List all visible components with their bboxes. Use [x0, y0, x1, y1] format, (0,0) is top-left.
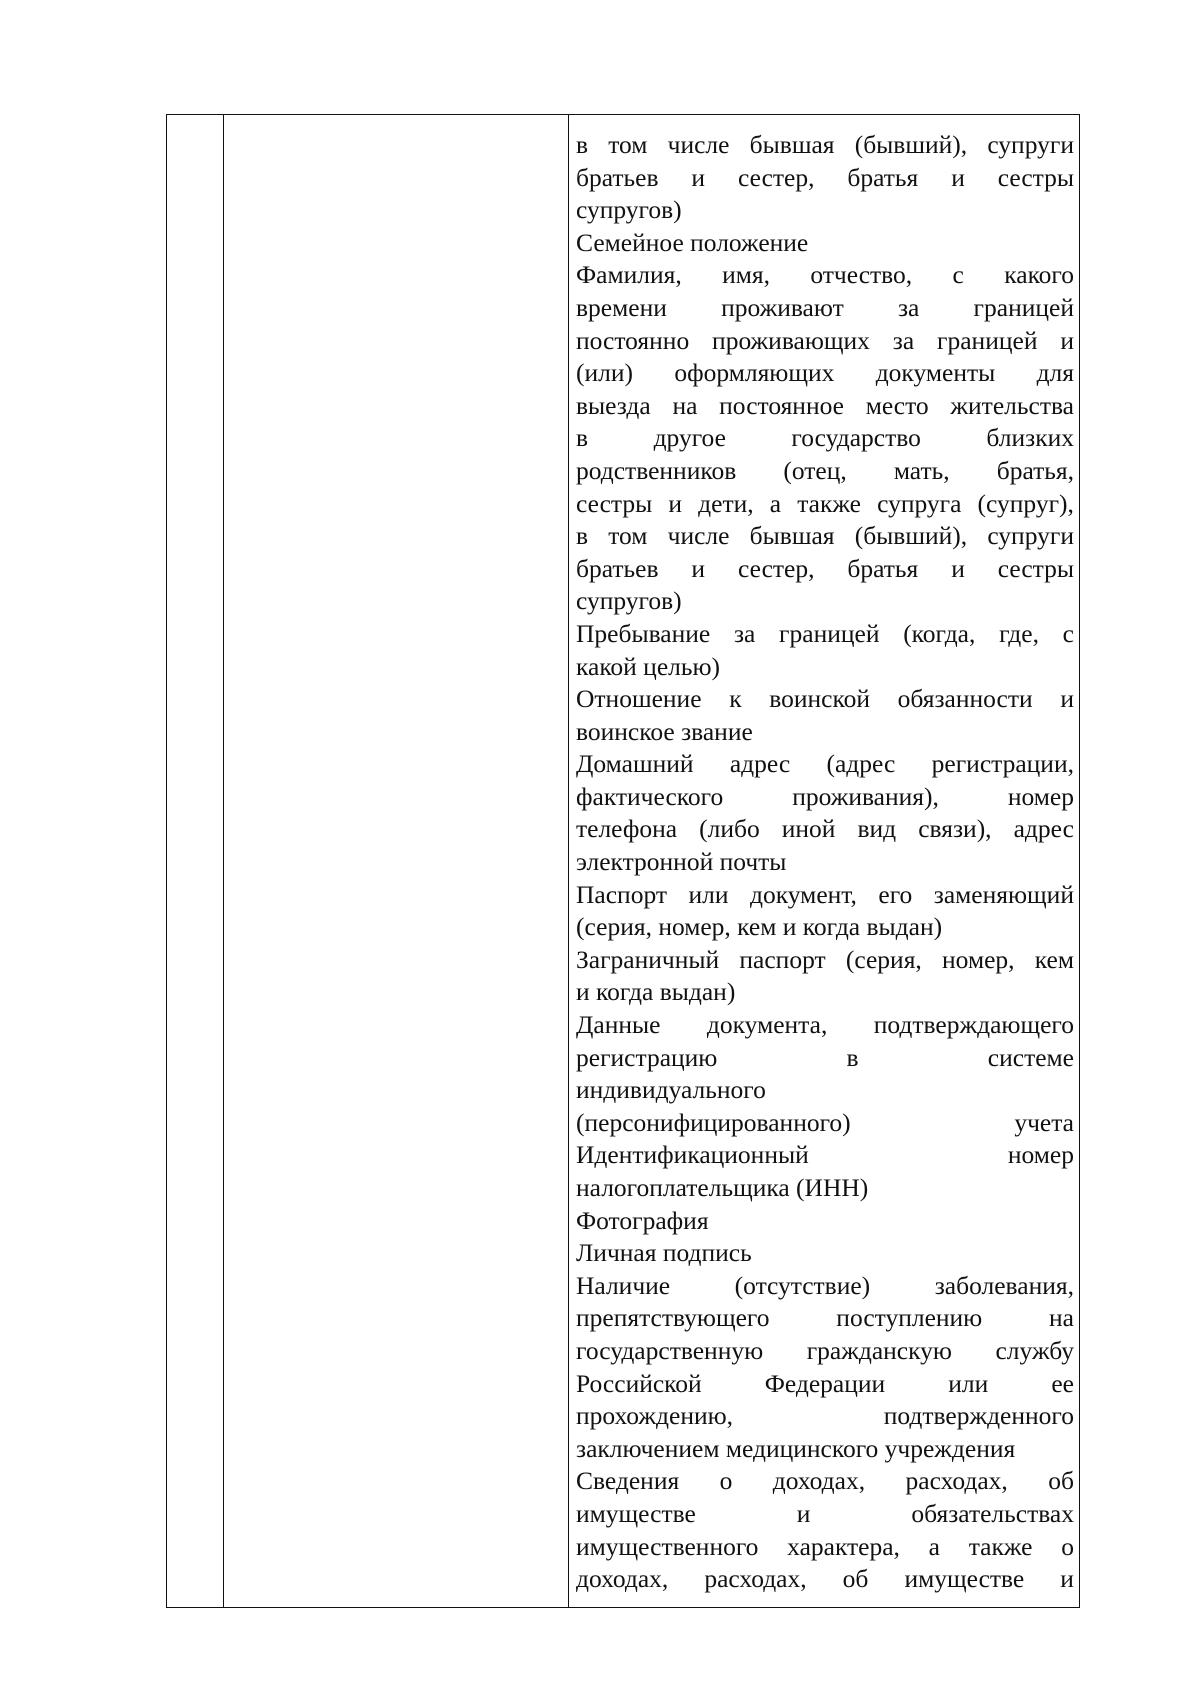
- text-line: [576, 585, 1074, 618]
- word: супруги: [987, 130, 1074, 159]
- word: обязательствах: [911, 1498, 1074, 1528]
- word: супруги: [987, 521, 1074, 551]
- text-line: [576, 357, 1074, 390]
- word: том: [608, 521, 648, 551]
- word: Данные: [576, 1010, 661, 1040]
- word: (или): [576, 358, 634, 388]
- word: братьев: [576, 162, 659, 192]
- text-line: [576, 781, 1074, 814]
- column-divider-2: [568, 115, 569, 1607]
- text-line: [576, 553, 1074, 586]
- word: Пребывание: [576, 618, 711, 648]
- line-text: супругов): [576, 195, 682, 225]
- word: (серия,: [845, 944, 922, 974]
- word: кем: [1034, 944, 1074, 974]
- word: Заграничный: [576, 944, 720, 974]
- text-line: [576, 944, 1074, 977]
- word: с: [952, 260, 964, 290]
- text-line: [576, 1074, 1074, 1107]
- text-line: [576, 1465, 1074, 1498]
- word: братья: [847, 162, 919, 192]
- item-passport: [576, 879, 1074, 944]
- text-line: [576, 651, 1074, 684]
- word: Наличие: [576, 1270, 671, 1300]
- word: доходах,: [772, 1466, 866, 1496]
- word: (адрес: [826, 749, 896, 779]
- text-line: [576, 129, 1074, 162]
- word: жительства: [950, 390, 1074, 420]
- word: проживания),: [792, 781, 939, 811]
- item-marital-status: [576, 227, 1074, 260]
- text-line: [576, 1107, 1074, 1140]
- word: Паспорт: [576, 879, 668, 909]
- line-text: воинское звание: [576, 716, 753, 746]
- text-line: [576, 1270, 1074, 1303]
- line-text: (серия, номер, кем и когда выдан): [576, 912, 943, 942]
- line-text: Личная подпись: [576, 1238, 752, 1268]
- word: Идентификационный: [576, 1140, 809, 1170]
- word: обязанности: [897, 684, 1033, 714]
- item-photo: [576, 1205, 1074, 1238]
- text-line: [576, 618, 1074, 651]
- word: гражданскую: [806, 1335, 952, 1365]
- word: Домашний: [576, 749, 694, 779]
- word: Отношение: [576, 684, 702, 714]
- word: об: [842, 1564, 869, 1594]
- word: какого: [1004, 260, 1074, 290]
- word: близких: [986, 423, 1074, 453]
- word: (супруг),: [977, 488, 1074, 518]
- word: расходах,: [905, 1466, 1008, 1496]
- word: где,: [999, 618, 1039, 648]
- word: документа,: [706, 1010, 828, 1040]
- word: постоянно: [576, 325, 690, 355]
- word: в: [576, 423, 589, 453]
- word: супруга: [877, 488, 962, 518]
- word: прохождению,: [576, 1401, 734, 1431]
- word: регистрацию: [576, 1042, 718, 1072]
- word: сестер,: [737, 553, 815, 583]
- word: за: [733, 618, 756, 648]
- word: братьев: [576, 553, 659, 583]
- text-line: [576, 520, 1074, 553]
- text-line: [576, 813, 1074, 846]
- word: адрес: [729, 749, 791, 779]
- word: ее: [1051, 1368, 1074, 1398]
- category-cell: [225, 115, 567, 1607]
- line-text: электронной почты: [576, 847, 787, 877]
- item-stay-abroad: [576, 618, 1074, 683]
- word: и: [1060, 325, 1074, 355]
- word: (либо: [699, 814, 760, 844]
- word: братья: [847, 553, 919, 583]
- word: его: [878, 879, 913, 909]
- word: границей: [973, 292, 1074, 322]
- text-line: [576, 1205, 1074, 1238]
- word: сестры: [576, 488, 653, 518]
- word: для: [1036, 358, 1074, 388]
- line-text: заключением медицинского учреждения: [576, 1433, 1016, 1463]
- word: а: [928, 1531, 940, 1561]
- text-line: [576, 455, 1074, 488]
- item-foreign-passport: [576, 944, 1074, 1009]
- word: заменяющий: [933, 879, 1074, 909]
- word: с: [1062, 618, 1074, 648]
- item-medical-condition: [576, 1270, 1074, 1466]
- word: или: [948, 1368, 989, 1398]
- word: номер: [1007, 1140, 1074, 1170]
- word: и: [1060, 684, 1074, 714]
- word: другое: [653, 423, 726, 453]
- text-line: [576, 683, 1074, 716]
- personal-data-items-cell: [576, 129, 1074, 1596]
- word: выезда: [576, 390, 651, 420]
- word: службу: [995, 1335, 1074, 1365]
- word: и: [691, 553, 706, 583]
- word: на: [672, 390, 698, 420]
- word: Фамилия,: [576, 260, 682, 290]
- text-line: [576, 1368, 1074, 1401]
- word: в: [846, 1042, 859, 1072]
- text-line: [576, 1172, 1074, 1205]
- word: государство: [791, 423, 921, 453]
- word: документы: [875, 358, 996, 388]
- word: Сведения: [576, 1466, 680, 1496]
- word: документ,: [750, 879, 857, 909]
- word: границей: [779, 618, 880, 648]
- text-line: [576, 390, 1074, 423]
- word: оформляющих: [674, 358, 835, 388]
- word: а: [769, 488, 782, 518]
- word: фактического: [576, 781, 724, 811]
- word: дети,: [698, 488, 754, 518]
- word: в: [576, 130, 589, 159]
- word: Федерации: [764, 1368, 886, 1398]
- word: препятствующего: [576, 1303, 770, 1333]
- text-line: [576, 1302, 1074, 1335]
- text-line: [576, 911, 1074, 944]
- word: сестер,: [737, 162, 815, 192]
- item-home-address: [576, 748, 1074, 878]
- word: иной: [781, 814, 836, 844]
- word: в: [576, 521, 589, 551]
- text-line: [576, 846, 1074, 879]
- word: номер,: [942, 944, 1015, 974]
- word: сестры: [997, 553, 1074, 583]
- text-line: [576, 162, 1074, 195]
- word: имя,: [722, 260, 770, 290]
- word: и: [951, 553, 965, 583]
- text-line: [576, 1400, 1074, 1433]
- word: государственную: [576, 1335, 764, 1365]
- item-inn: [576, 1139, 1074, 1204]
- text-line: [576, 748, 1074, 781]
- text-line: [576, 292, 1074, 325]
- line-text: Фотография: [576, 1205, 709, 1235]
- text-line: [576, 325, 1074, 358]
- word: учета: [1014, 1107, 1074, 1137]
- item-income-property: [576, 1465, 1074, 1595]
- text-line: [576, 1433, 1074, 1466]
- item-signature: [576, 1237, 1074, 1270]
- text-line: [576, 422, 1074, 455]
- word: также: [797, 488, 861, 518]
- text-line: [576, 1139, 1074, 1172]
- word: также: [968, 1531, 1033, 1561]
- word: подтверждающего: [873, 1010, 1074, 1040]
- word: заболевания,: [934, 1270, 1074, 1300]
- text-line: [576, 976, 1074, 1009]
- word: адрес: [1013, 814, 1074, 844]
- line-text: какой целью): [576, 651, 721, 681]
- word: связи),: [918, 814, 992, 844]
- text-line: [576, 488, 1074, 521]
- word: характера,: [787, 1531, 900, 1561]
- word: границей: [937, 325, 1038, 355]
- column-divider-1: [223, 115, 224, 1607]
- text-line: [576, 1531, 1074, 1564]
- line-text: Семейное положение: [576, 227, 809, 257]
- word: отчество,: [810, 260, 913, 290]
- word: (отец,: [783, 455, 847, 485]
- word: об: [1048, 1466, 1074, 1496]
- word: доходах,: [576, 1564, 669, 1594]
- word: системе: [987, 1042, 1074, 1072]
- word: номер: [1007, 781, 1074, 811]
- text-line: [576, 1498, 1074, 1531]
- text-line: [576, 879, 1074, 912]
- word: и: [1060, 1564, 1074, 1594]
- item-close-relatives-tail: [576, 129, 1074, 227]
- word: о: [719, 1466, 733, 1496]
- word: мать,: [893, 455, 950, 485]
- word: (бывший),: [854, 130, 968, 159]
- word: постоянное: [719, 390, 844, 420]
- word: числе: [667, 521, 730, 551]
- text-line: [576, 1009, 1074, 1042]
- word: проживающих: [712, 325, 870, 355]
- word: имуществе: [904, 1564, 1025, 1594]
- word: вид: [857, 814, 897, 844]
- text-line: [576, 227, 1074, 260]
- word: (когда,: [903, 618, 976, 648]
- word: числе: [667, 130, 730, 159]
- word: за: [897, 292, 920, 322]
- word: времени: [576, 292, 667, 322]
- word: паспорт: [739, 944, 826, 974]
- word: воинской: [769, 684, 870, 714]
- text-line: [576, 259, 1074, 292]
- word: и: [951, 162, 965, 192]
- word: том: [608, 130, 648, 159]
- word: родственников: [576, 455, 737, 485]
- text-line: [576, 716, 1074, 749]
- word: подтвержденного: [883, 1401, 1074, 1431]
- word: и: [796, 1498, 811, 1528]
- line-text: налогоплательщика (ИНН): [576, 1173, 869, 1202]
- text-line: [576, 1042, 1074, 1075]
- word: (бывший),: [854, 521, 968, 551]
- item-military-duty: [576, 683, 1074, 748]
- data-table: [166, 114, 1080, 1608]
- word: к: [729, 684, 742, 714]
- line-text: индивидуального: [576, 1075, 766, 1105]
- word: сестры: [997, 162, 1074, 192]
- item-relatives-abroad: [576, 259, 1074, 618]
- word: имуществе: [576, 1498, 696, 1528]
- word: бывшая: [749, 130, 835, 159]
- word: и: [668, 488, 683, 518]
- word: имущественного: [576, 1531, 759, 1561]
- word: регистрации,: [931, 749, 1074, 779]
- word: поступлению: [836, 1303, 983, 1333]
- word: расходах,: [704, 1564, 807, 1594]
- word: место: [865, 390, 929, 420]
- word: и: [691, 162, 706, 192]
- word: на: [1049, 1303, 1074, 1333]
- word: бывшая: [749, 521, 835, 551]
- word: за: [892, 325, 915, 355]
- number-cell: [167, 115, 223, 1607]
- word: (отсутствие): [734, 1270, 871, 1300]
- word: (персонифицированного): [576, 1107, 851, 1137]
- word: о: [1061, 1531, 1074, 1561]
- text-line: [576, 1237, 1074, 1270]
- text-line: [576, 1335, 1074, 1368]
- word: телефона: [576, 814, 678, 844]
- word: братья,: [996, 455, 1074, 485]
- item-insurance-registration: [576, 1009, 1074, 1139]
- text-line: [576, 1563, 1074, 1596]
- word: проживают: [721, 292, 844, 322]
- line-text: и когда выдан): [576, 977, 736, 1007]
- word: или: [688, 879, 729, 909]
- word: Российской: [576, 1368, 702, 1398]
- line-text: супругов): [576, 586, 682, 616]
- text-line: [576, 194, 1074, 227]
